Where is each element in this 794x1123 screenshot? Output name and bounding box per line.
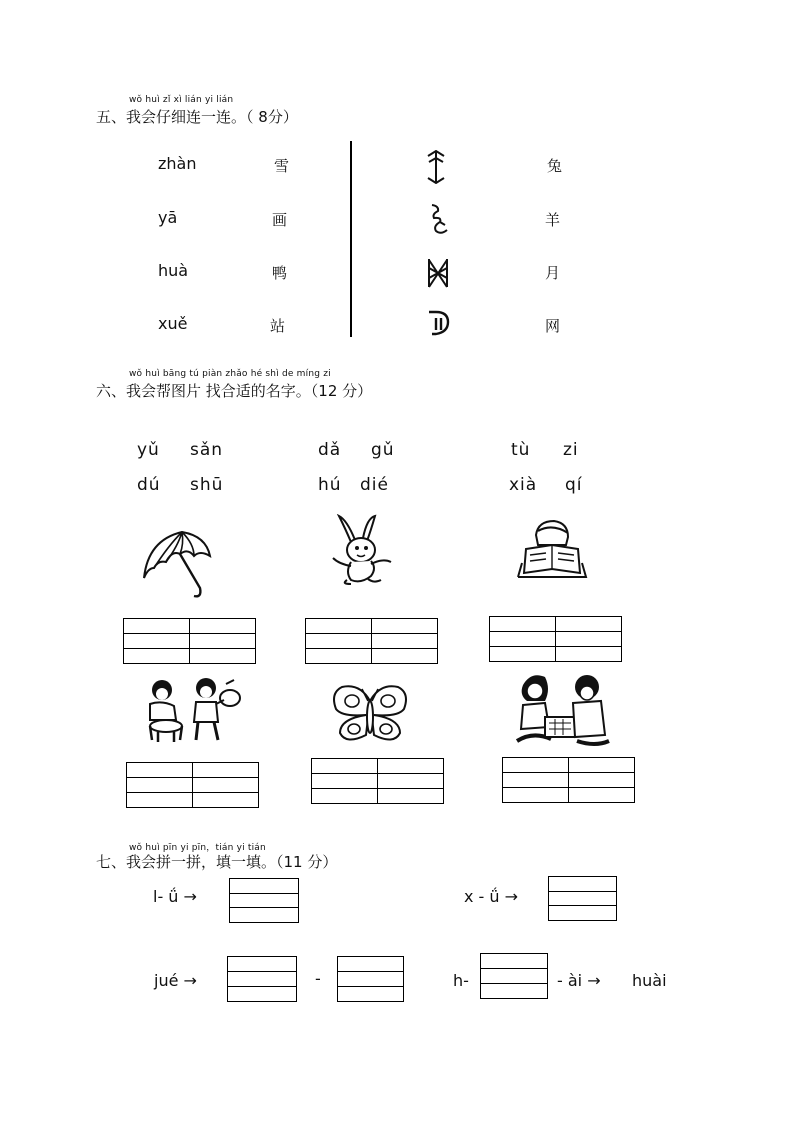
answer-grid[interactable] [126, 762, 259, 808]
answer-box[interactable] [548, 876, 617, 921]
ancient-moon-glyph-icon[interactable] [428, 308, 450, 342]
option-word: sǎn [190, 440, 224, 460]
option-word: xià [509, 475, 538, 495]
spell-prompt-h: h- [453, 971, 469, 990]
section6-title: 六、我会帮图片 找合适的名字。（12 分） [96, 382, 373, 400]
character-left[interactable]: 画 [272, 211, 288, 229]
option-word: dié [360, 475, 389, 495]
character-right[interactable]: 羊 [545, 211, 561, 229]
butterfly-icon [330, 683, 410, 747]
section7-title: 七、我会拼一拼，填一填。（11 分） [96, 853, 338, 871]
answer-box[interactable] [480, 953, 548, 999]
option-word: hú [318, 475, 342, 495]
pinyin-word[interactable]: yā [158, 208, 178, 227]
section5-pinyin: wǒ huì zǐ xì lián yi lián [129, 95, 234, 105]
character-right[interactable]: 兔 [547, 157, 563, 175]
character-left[interactable]: 鸭 [272, 264, 288, 282]
answer-grid[interactable] [123, 618, 256, 664]
answer-grid[interactable] [305, 618, 438, 664]
spell-prompt-xv: x - ǘ → [464, 887, 519, 906]
pinyin-word[interactable]: huà [158, 261, 189, 280]
pinyin-word[interactable]: zhàn [158, 154, 197, 173]
option-word: gǔ [371, 440, 395, 460]
answer-box[interactable] [227, 956, 297, 1002]
answer-grid[interactable] [502, 757, 635, 803]
boy-reading-icon [516, 519, 588, 579]
option-word: yǔ [137, 440, 160, 460]
dash-symbol: - [315, 969, 321, 988]
option-word: tù [511, 440, 531, 460]
answer-box[interactable] [229, 878, 299, 923]
rabbit-icon [327, 514, 397, 586]
ancient-sheep-glyph-icon[interactable] [425, 150, 447, 184]
umbrella-icon [138, 526, 214, 602]
spell-result-huai: huài [632, 971, 667, 990]
ancient-net-glyph-icon[interactable] [427, 256, 449, 290]
character-right[interactable]: 月 [545, 264, 561, 282]
option-word: qí [565, 475, 583, 495]
drumming-children-icon [136, 676, 242, 746]
answer-grid[interactable] [489, 616, 622, 662]
spell-prompt-lv: l- ǘ → [153, 887, 197, 906]
answer-box[interactable] [337, 956, 404, 1002]
spell-prompt-ai: - ài → [557, 971, 601, 990]
section5-title: 五、我会仔细连一连。（ 8分） [96, 108, 298, 126]
character-left[interactable]: 站 [270, 317, 286, 335]
pinyin-word[interactable]: xuě [158, 314, 188, 333]
answer-grid[interactable] [311, 758, 444, 804]
section7-pinyin: wǒ huì pīn yi pīn，tián yi tián [129, 843, 266, 853]
children-playing-chess-icon [515, 671, 613, 749]
option-word: dǎ [318, 440, 342, 460]
column-divider [350, 141, 352, 337]
character-left[interactable]: 雪 [274, 157, 290, 175]
ancient-rabbit-glyph-icon[interactable] [428, 202, 450, 236]
option-word: dú [137, 475, 161, 495]
character-right[interactable]: 网 [545, 317, 561, 335]
section6-pinyin: wǒ huì bāng tú piàn zhǎo hé shì de míng zi [129, 369, 331, 379]
option-word: zi [563, 440, 579, 460]
spell-prompt-jue: jué → [154, 971, 197, 990]
option-word: shū [190, 475, 224, 495]
